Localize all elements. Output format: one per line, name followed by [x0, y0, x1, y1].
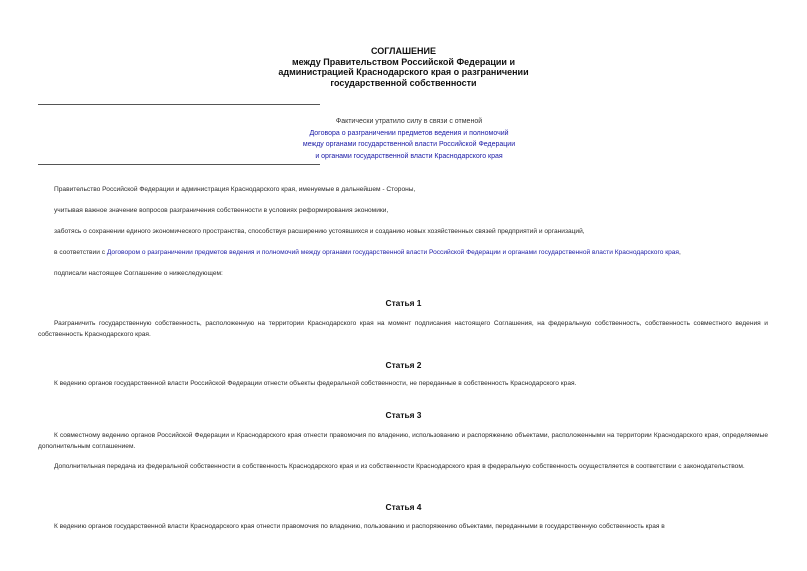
article-3-paragraph-2: Дополнительная передача из федеральной собственности в собственность Краснодарского края и из собственности Краснодарского края в федеральную собственность осуществляется в соответствии с законодательством. [54, 463, 745, 470]
article-4-paragraph-1: К ведению органов государственной власти Краснодарского края отнести правомочия по владению, пользованию и распоряжению объектами, переданными в государственную собственность края в [54, 523, 665, 530]
article-3-paragraph-1: К совместному ведению органов Российской Федерации и Краснодарского края отнести правомочия по владению, использованию и распоряжению объектами, расположенными на территории Краснодарского края, определяемые дополнительным соглашением. [38, 432, 768, 450]
status-note-text: Фактически утратило силу в связи с отменой [335, 118, 483, 125]
repeal-reference-link-line-1[interactable]: Договора о разграничении предметов ведения и полномочий [309, 129, 509, 137]
preamble-paragraph-2: учитывая важное значение вопросов разграничения собственности в условиях реформирования экономики, [54, 207, 389, 214]
title-line-1: СОГЛАШЕНИЕ [371, 46, 436, 56]
article-1-heading: Статья 1 [385, 298, 422, 308]
repeal-reference-link-line-2[interactable]: между органами государственной власти Российской Федерации [302, 141, 516, 148]
preamble-paragraph-3: заботясь о сохранении единого экономического пространства, способствуя расширению устоявшихся и созданию новых хозяйственных связей предприятий и организаций, [54, 228, 585, 235]
document-title [0, 46, 807, 88]
title-line-2: между Правительством Российской Федерации и [291, 56, 515, 67]
article-1-paragraph-1: Разграничить государственную собственность, расположенную на территории Краснодарского края на момент подписания настоящего Соглашения, на федеральную собственность, собственность совместного ведения и собственность Краснодарского края. [38, 320, 768, 338]
status-note [38, 116, 780, 162]
preamble-paragraph-4 [38, 248, 768, 259]
preamble-paragraph-5: подписали настоящее Соглашение о нижеследующем: [54, 270, 223, 277]
preamble-paragraph-4-suffix: , [679, 249, 681, 256]
treaty-reference-link[interactable]: Договором о разграничении предметов ведения и полномочий между органами государственной власти Российской Федерации и органами государственной власти Краснодарского края [106, 249, 679, 256]
title-line-3: администрацией Краснодарского края о разграничении [278, 67, 529, 77]
top-divider [38, 104, 320, 105]
preamble-paragraph-1: Правительство Российской Федерации и администрация Краснодарского края, именуемые в дальнейшем - Стороны, [54, 186, 416, 193]
article-3-heading: Статья 3 [385, 410, 422, 420]
preamble-paragraph-4-prefix: в соответствии с [54, 249, 107, 256]
repeal-reference-link-line-3[interactable]: и органами государственной власти Краснодарского края [315, 152, 503, 160]
article-4-heading: Статья 4 [385, 502, 422, 512]
title-line-4: государственной собственности [330, 77, 477, 88]
bottom-divider [38, 164, 320, 165]
article-2-paragraph-1: К ведению органов государственной власти Российской Федерации отнести объекты федеральной собственности, не переданные в собственность Краснодарского края. [54, 380, 577, 387]
article-2-heading: Статья 2 [385, 360, 422, 370]
